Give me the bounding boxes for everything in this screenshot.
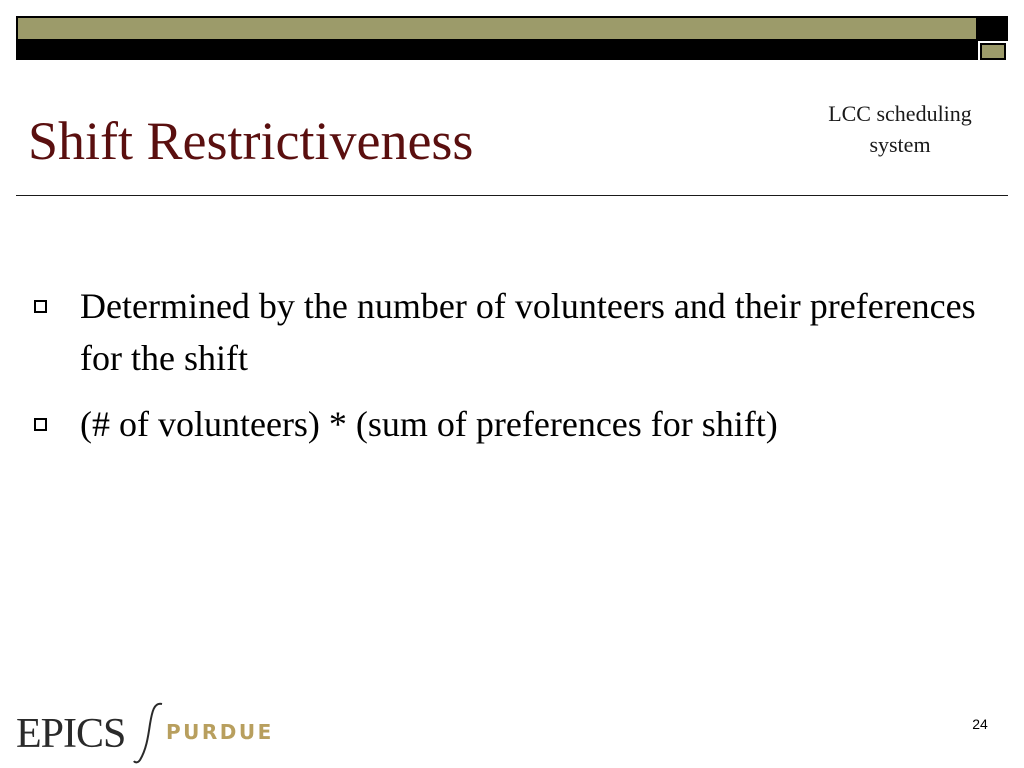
bullet-item [28, 280, 1008, 384]
epics-purdue-logo [16, 700, 296, 766]
page-number: 24 [972, 716, 988, 732]
bullet-text: (# of volunteers) * (sum of preferences for shift) [80, 404, 778, 445]
header-note-line: LCC scheduling [828, 101, 972, 126]
logo-purdue-text: PURDUE [166, 720, 274, 744]
band-corner-olive-square [980, 43, 1006, 60]
header-note [800, 98, 1000, 160]
top-decorative-band [16, 16, 1008, 60]
band-olive-bar [16, 16, 978, 41]
band-dark-bar [16, 41, 978, 60]
bullet-list [28, 280, 1008, 465]
header-note-line: system [869, 132, 931, 157]
hollow-square-bullet-icon [34, 300, 47, 313]
title-divider [16, 195, 1008, 196]
slide-title: Shift Restrictiveness [28, 111, 474, 171]
bullet-item [28, 398, 1008, 450]
bullet-text: Determined by the number of volunteers and their preferences for the shift [80, 286, 976, 379]
band-corner-dark-square [978, 16, 1008, 41]
hollow-square-bullet-icon [34, 418, 47, 431]
logo-epics-text: EPICS [16, 711, 126, 757]
